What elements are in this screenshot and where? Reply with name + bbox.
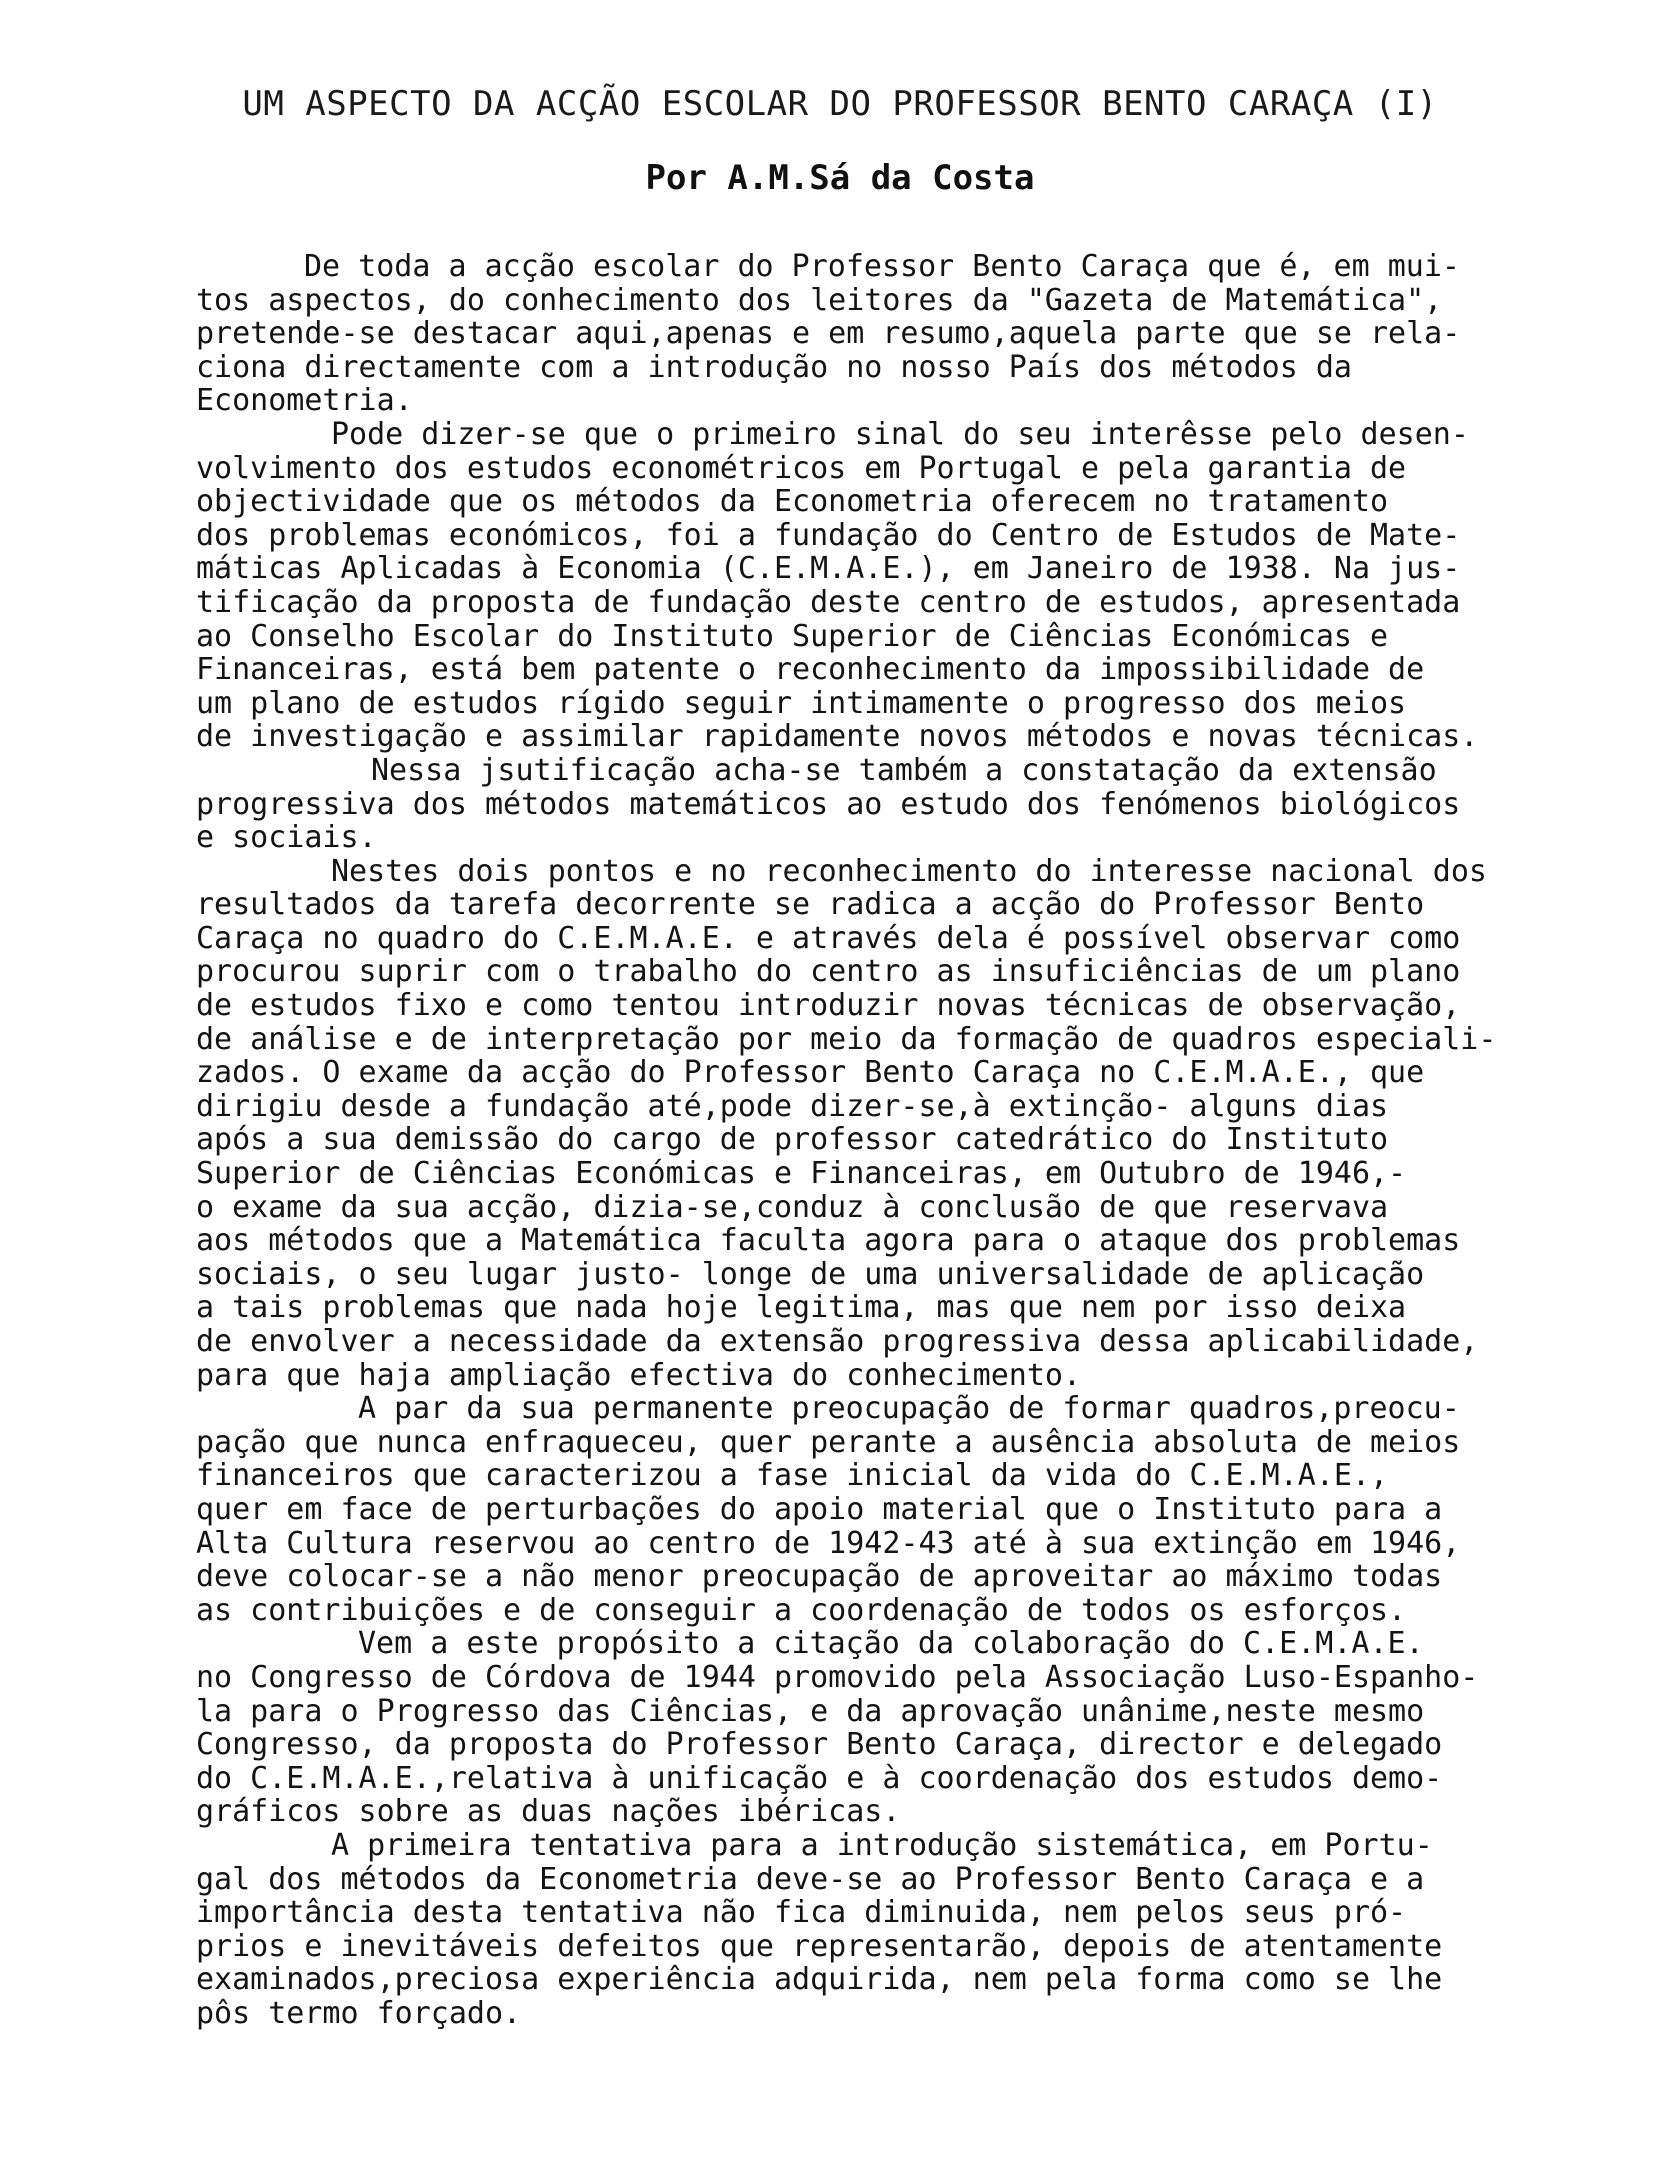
text-line: um plano de estudos rígido seguir intimamente o progresso dos meios bbox=[196, 685, 1407, 721]
text-line: e sociais. bbox=[196, 820, 377, 856]
text-line: tificação da proposta de fundação deste centro de estudos, apresentada bbox=[196, 584, 1461, 620]
author-byline: Por A.M.Sá da Costa bbox=[645, 158, 1035, 198]
text-line: financeiros que caracterizou a fase inicial da vida do C.E.M.A.E., bbox=[196, 1458, 1389, 1494]
text-line: o exame da sua acção, dizia-se,conduz à conclusão de que reservava bbox=[196, 1189, 1389, 1225]
text-line: Vem a este propósito a citação da colaboração do C.E.M.A.E. bbox=[358, 1626, 1424, 1662]
text-line: Pode dizer-se que o primeiro sinal do seu interêsse pelo desen- bbox=[331, 416, 1469, 452]
text-line: pação que nunca enfraqueceu, quer perante a ausência absoluta de meios bbox=[196, 1424, 1461, 1460]
text-line: de estudos fixo e como tentou introduzir novas técnicas de observação, bbox=[196, 988, 1461, 1024]
text-line: resultados da tarefa decorrente se radica a acção do Professor Bento bbox=[196, 887, 1425, 923]
text-line: após a sua demissão do cargo de professor catedrático do Instituto bbox=[196, 1122, 1389, 1158]
text-line: progressiva dos métodos matemáticos ao estudo dos fenómenos biológicos bbox=[196, 786, 1461, 822]
document-body bbox=[196, 250, 1596, 2030]
text-line: as contribuições e de conseguir a coordenação de todos os esforços. bbox=[196, 1592, 1407, 1628]
text-line: sociais, o seu lugar justo- longe de uma universalidade de aplicação bbox=[196, 1256, 1425, 1292]
text-line: ciona directamente com a introdução no nosso País dos métodos da bbox=[196, 349, 1352, 385]
text-line: gal dos métodos da Econometria deve-se ao Professor Bento Caraça e a bbox=[196, 1861, 1425, 1897]
text-line: de investigação e assimilar rapidamente novos métodos e novas técnicas. bbox=[196, 719, 1479, 755]
text-line: Nestes dois pontos e no reconhecimento do interesse nacional dos bbox=[331, 853, 1487, 889]
text-line: volvimento dos estudos econométricos em Portugal e pela garantia de bbox=[196, 450, 1407, 486]
text-line: la para o Progresso das Ciências, e da aprovação unânime,neste mesmo bbox=[196, 1693, 1425, 1729]
text-line: de análise e de interpretação por meio da formação de quadros especiali- bbox=[196, 1021, 1497, 1057]
text-line: a tais problemas que nada hoje legitima, mas que nem por isso deixa bbox=[196, 1290, 1407, 1326]
document-title: UM ASPECTO DA ACÇÃO ESCOLAR DO PROFESSOR BENTO CARAÇA (I) bbox=[242, 84, 1438, 124]
text-line: procurou suprir com o trabalho do centro as insuficiências de um plano bbox=[196, 954, 1461, 990]
text-line: Econometria. bbox=[196, 383, 413, 419]
text-line: quer em face de perturbações do apoio material que o Instituto para a bbox=[196, 1491, 1443, 1527]
text-line: pôs termo forçado. bbox=[196, 1995, 522, 2031]
text-line: Financeiras, está bem patente o reconhecimento da impossibilidade de bbox=[196, 652, 1425, 688]
text-line: aos métodos que a Matemática faculta agora para o ataque dos problemas bbox=[196, 1223, 1461, 1259]
text-line: ao Conselho Escolar do Instituto Superior de Ciências Económicas e bbox=[196, 618, 1389, 654]
text-line: do C.E.M.A.E.,relativa à unificação e à coordenação dos estudos demo- bbox=[196, 1760, 1443, 1796]
text-line: no Congresso de Córdova de 1944 promovido pela Associação Luso-Espanho- bbox=[196, 1659, 1479, 1695]
text-line: importância desta tentativa não fica diminuida, nem pelos seus pró- bbox=[196, 1895, 1407, 1931]
text-line: zados. O exame da acção do Professor Bento Caraça no C.E.M.A.E., que bbox=[196, 1055, 1425, 1091]
text-line: dirigiu desde a fundação até,pode dizer-se,à extinção- alguns dias bbox=[196, 1088, 1389, 1124]
text-line: Caraça no quadro do C.E.M.A.E. e através dela é possível observar como bbox=[196, 920, 1461, 956]
text-line: A primeira tentativa para a introdução sistemática, em Portu- bbox=[331, 1827, 1433, 1863]
text-line: deve colocar-se a não menor preocupação de aproveitar ao máximo todas bbox=[196, 1559, 1443, 1595]
text-line: pretende-se destacar aqui,apenas e em resumo,aquela parte que se rela- bbox=[196, 316, 1461, 352]
text-line: gráficos sobre as duas nações ibéricas. bbox=[196, 1794, 901, 1830]
text-line: Nessa jsutificação acha-se também a constatação da extensão bbox=[371, 752, 1437, 788]
text-line: máticas Aplicadas à Economia (C.E.M.A.E.), em Janeiro de 1938. Na jus- bbox=[196, 551, 1461, 587]
text-line: de envolver a necessidade da extensão progressiva dessa aplicabilidade, bbox=[196, 1324, 1479, 1359]
text-line: Congresso, da proposta do Professor Bento Caraça, director e delegado bbox=[196, 1727, 1443, 1763]
text-line: A par da sua permanente preocupação de formar quadros,preocu- bbox=[358, 1391, 1460, 1427]
text-line: examinados,preciosa experiência adquirida, nem pela forma como se lhe bbox=[196, 1962, 1443, 1998]
text-line: objectividade que os métodos da Econometria oferecem no tratamento bbox=[196, 484, 1389, 520]
text-line: tos aspectos, do conhecimento dos leitores da "Gazeta de Matemática", bbox=[196, 282, 1443, 318]
text-line: De toda a acção escolar do Professor Bento Caraça que é, em mui- bbox=[304, 249, 1460, 284]
text-line: dos problemas económicos, foi a fundação do Centro de Estudos de Mate- bbox=[196, 517, 1461, 553]
text-line: prios e inevitáveis defeitos que representarão, depois de atentamente bbox=[196, 1928, 1443, 1964]
text-line: para que haja ampliação efectiva do conhecimento. bbox=[196, 1357, 1082, 1393]
text-line: Superior de Ciências Económicas e Financeiras, em Outubro de 1946,- bbox=[196, 1156, 1407, 1192]
text-line: Alta Cultura reservou ao centro de 1942-43 até à sua extinção em 1946, bbox=[196, 1525, 1461, 1561]
